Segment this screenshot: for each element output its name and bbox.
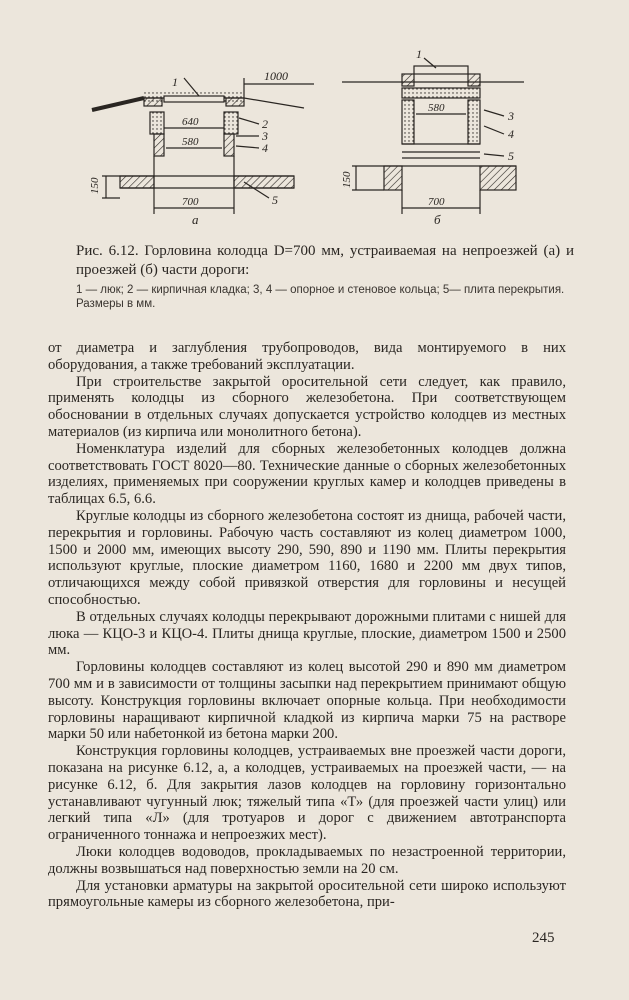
sublabel-b: б — [434, 212, 441, 227]
paragraph: от диаметра и заглубления трубопроводов, вида монтируемого в них оборудования, а также требований эксплуатации. — [48, 340, 566, 373]
dim-580-a: 580 — [182, 136, 199, 148]
callout-a2: 2 — [262, 117, 268, 131]
callout-b5: 5 — [508, 149, 514, 163]
page-number: 245 — [532, 930, 555, 946]
dim-700-a: 700 — [182, 196, 199, 208]
dim-1000: 1000 — [264, 69, 288, 83]
caption-legend: 1 — люк; 2 — кирпичная кладка; 3, 4 — опорное и стеновое кольца; 5— плита перекрытия. Размеры в мм. — [76, 284, 565, 310]
callout-b1: 1 — [416, 48, 422, 61]
dim-580-b: 580 — [428, 102, 445, 114]
paragraph: Номенклатура изделий для сборных железобетонных колодцев должна соответствовать ГОСТ 8020—80. Технические данные о сборных железобетонных изделиях, применяемых при сооружении круглых камер и колодцев приведены в таблицах 6.5, 6.6. — [48, 440, 566, 508]
drawing-a — [92, 78, 314, 214]
dim-150-b: 150 — [341, 171, 353, 188]
callout-a5: 5 — [272, 193, 278, 207]
paragraph: Конструкция горловины колодцев, устраиваемых вне проезжей части дороги, показана на рисунке 6.12, а, а колодцев, устраиваемых на проезжей части, — на рисунке 6.12, б. Для закрытия лазов колодцев на горловину горизонтально устанавливают чугунный люк; тяжелый типа «Т» (для проезжей части улиц) или легкий типа «Л» (для тротуаров и дорог с движением автотранспорта ограниченного тоннажа и непроезжих мест). — [48, 743, 566, 844]
dim-700-b: 700 — [428, 196, 445, 208]
caption-title: Рис. 6.12. Горловина колодца D=700 мм, устраиваемая на непроезжей (а) и проезжей (б) части дороги: — [76, 243, 574, 278]
dim-640: 640 — [182, 116, 199, 128]
body-text — [48, 340, 566, 911]
dim-150-a: 150 — [89, 177, 101, 194]
callout-a4: 4 — [262, 141, 268, 155]
callout-a3: 3 — [262, 129, 268, 143]
manhole-drawing — [84, 48, 554, 238]
callout-b3: 3 — [508, 109, 514, 123]
paragraph: При строительстве закрытой оросительной сети следует, как правило, применять колодцы из сборного железобетона. При соответствующем обосновании в отдельных случаях допускается устройство колодцев из местных материалов (из кирпича или монолитного бетона). — [48, 373, 566, 440]
sublabel-a: а — [192, 212, 199, 227]
paragraph: Круглые колодцы из сборного железобетона состоят из днища, рабочей части, перекрытия и горловины. Рабочую часть составляют из колец диаметром 1000, 1500 и 2000 мм, имеющих высоту 290, 590, 890 и 1190 мм. Плиты перекрытия используют круглые, плоские диаметром 1160, 1680 и 2200 мм двух типов, отличающихся между собой привязкой отверстия для горловины и несущей способностью. — [48, 507, 566, 608]
figure-6-12 — [84, 48, 554, 238]
paragraph: Для установки арматуры на закрытой оросительной сети широко используют прямоугольные камеры из сборного железобетона, при- — [48, 877, 566, 911]
paragraph: В отдельных случаях колодцы перекрывают дорожными плитами с нишей для люка — КЦО-3 и КЦО-4. Плиты днища круглые, плоские, диаметром 1500 и 2500 мм. — [48, 608, 566, 659]
callout-b4: 4 — [508, 127, 514, 141]
paragraph: Люки колодцев водоводов, прокладываемых по незастроенной территории, должны возвышаться над поверхностью земли на 20 см. — [48, 843, 566, 877]
drawing-b — [342, 58, 524, 214]
figure-caption — [76, 242, 574, 311]
paragraph: Горловины колодцев составляют из колец высотой 290 и 890 мм диаметром 700 мм и в зависимости от толщины засыпки над перекрытием принимают общую высоту. Конструкция горловины включает опорные кольца. При необходимости горловины наращивают кирпичной кладкой из кирпича марки 75 на растворе марки 50 или набетонкой из бетона марки 200. — [48, 659, 566, 743]
callout-a1: 1 — [172, 75, 178, 89]
